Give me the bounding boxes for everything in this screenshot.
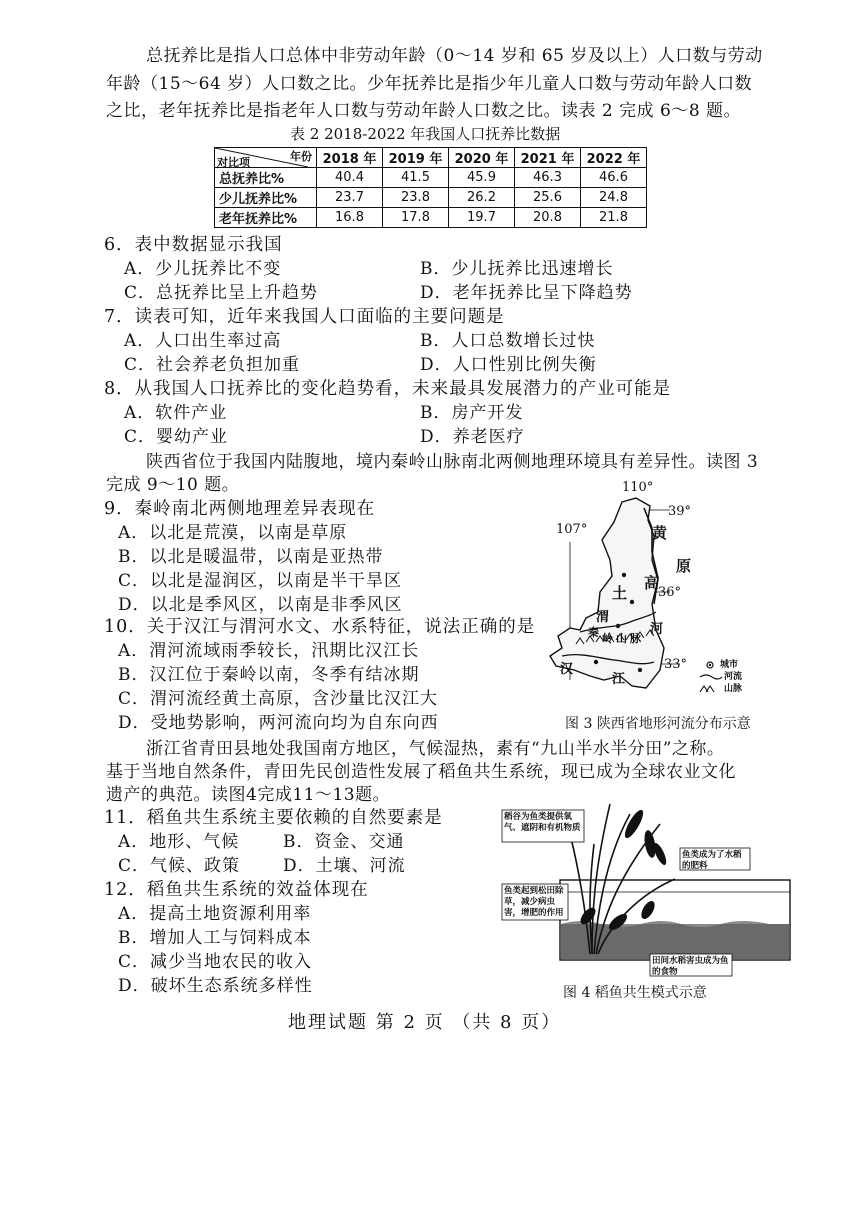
question-8-stem: 8．从我国人口抚养比的变化趋势看，未来最具发展潜力的产业可能是 (104, 379, 672, 399)
city-dot (616, 624, 620, 628)
row-label: 总抚养比% (215, 168, 317, 188)
label-huang: 黄 (652, 524, 668, 542)
question-11-option-b[interactable]: B．资金、交通 (283, 832, 405, 852)
label-shan: 山 (616, 632, 627, 645)
year-header: 2019 年 (383, 148, 449, 168)
label-wei: 渭 (596, 610, 610, 625)
table-cell: 20.8 (515, 208, 581, 228)
legend-mountain-label: 山脉 (724, 684, 743, 694)
legend-river-symbol (700, 675, 722, 679)
question-11-option-a[interactable]: A．地形、气候 (118, 832, 240, 852)
question-6-option-d[interactable]: D．老年抚养比呈下降趋势 (420, 283, 633, 303)
city-dot (638, 668, 642, 672)
intro3-line-3: 遗产的典范。读图4完成11～13题。 (106, 785, 391, 805)
table-header-row (215, 148, 647, 168)
intro3-line-1: 浙江省青田县地处我国南方地区，气候湿热，素有“九山半水半分田”之称。 (146, 739, 725, 759)
table-cell: 19.7 (449, 208, 515, 228)
table-cell: 23.7 (317, 188, 383, 208)
question-11-option-c[interactable]: C．气候、政策 (118, 856, 241, 876)
question-12-option-a[interactable]: A．提高土地资源利用率 (118, 904, 312, 924)
diagram-label-4: 田间水稻害虫成为鱼的食物 (652, 956, 729, 977)
question-9-stem: 9．秦岭南北两侧地理差异表现在 (104, 499, 376, 519)
label-ling: 岭 (602, 632, 613, 645)
question-11-stem: 11．稻鱼共生系统主要依赖的自然要素是 (104, 808, 443, 828)
city-dot (622, 573, 626, 577)
question-6-stem: 6．表中数据显示我国 (104, 235, 283, 255)
table-row (215, 168, 647, 188)
dependency-ratio-table (214, 147, 647, 228)
corner-year-label: 年份 (290, 150, 312, 163)
table-row (215, 208, 647, 228)
year-header: 2018 年 (317, 148, 383, 168)
rice-fish-diagram (500, 784, 800, 979)
intro2-line-2: 完成 9～10 题。 (106, 475, 240, 495)
question-8-option-c[interactable]: C．婴幼产业 (124, 427, 229, 447)
question-9-option-c[interactable]: C．以北是湿润区，以南是半干旱区 (118, 571, 403, 591)
table-cell: 46.6 (581, 168, 647, 188)
legend-mountain-symbol (700, 686, 714, 692)
question-11-option-d[interactable]: D．土壤、河流 (283, 856, 406, 876)
intro-line-2: 年龄（15～64 岁）人口数之比。少年抚养比是指少年儿童人口数与劳动年龄人口数 (106, 74, 753, 94)
question-12-option-c[interactable]: C．减少当地农民的收入 (118, 952, 313, 972)
label-107: 107° (556, 522, 588, 537)
table-cell: 23.8 (383, 188, 449, 208)
page-footer: 地理试题 第 2 页 （共 8 页） (288, 1012, 562, 1033)
year-header: 2021 年 (515, 148, 581, 168)
legend-city-label: 城市 (720, 660, 739, 670)
city-dot (594, 660, 598, 664)
figure-4-caption: 图 4 稻鱼共生模式示意 (563, 985, 707, 1001)
question-8-option-a[interactable]: A．软件产业 (124, 403, 228, 423)
table-cell: 16.8 (317, 208, 383, 228)
legend-river-label: 河流 (724, 672, 743, 682)
diagram-label-1: 稻谷为鱼类提供氧气、遮阴和有机物质 (504, 812, 581, 833)
table-cell: 40.4 (317, 168, 383, 188)
year-header: 2020 年 (449, 148, 515, 168)
label-110: 110° (622, 480, 654, 495)
question-9-option-d[interactable]: D．以北是季风区，以南是非季风区 (118, 595, 403, 615)
diagram-label-2: 鱼类成为了水稻的肥料 (682, 850, 742, 871)
intro2-line-1: 陕西省位于我国内陆腹地，境内秦岭山脉南北两侧地理环境具有差异性。读图 3 (146, 452, 759, 472)
label-33: 33° (664, 657, 688, 672)
question-10-stem: 10．关于汉江与渭河水文、水系特征，说法正确的是 (104, 617, 536, 637)
city-dot (630, 600, 634, 604)
question-7-option-c[interactable]: C．社会养老负担加重 (124, 355, 301, 375)
question-10-option-c[interactable]: C．渭河流经黄土高原，含沙量比汉江大 (118, 689, 439, 709)
intro-line-3: 之比，老年抚养比是指老年人口数与劳动年龄人口数之比。读表 2 完成 6～8 题。 (106, 101, 742, 121)
corner-item-label: 对比项 (217, 156, 250, 169)
label-mai: 脉 (630, 632, 641, 645)
question-8-option-d[interactable]: D．养老医疗 (420, 427, 525, 447)
question-9-option-a[interactable]: A．以北是荒漠，以南是草原 (118, 523, 348, 543)
table-cell: 26.2 (449, 188, 515, 208)
label-gao: 高 (644, 574, 660, 592)
shaanxi-map (540, 480, 780, 710)
label-qin: 秦 (588, 626, 599, 639)
question-10-option-b[interactable]: B．汉江位于秦岭以南，冬季有结冰期 (118, 665, 420, 685)
question-10-option-d[interactable]: D．受地势影响，两河流向均为自东向西 (118, 713, 439, 733)
figure-3-caption: 图 3 陕西省地形河流分布示意 (565, 716, 751, 732)
table-cell: 21.8 (581, 208, 647, 228)
year-header: 2022 年 (581, 148, 647, 168)
row-label: 少儿抚养比% (215, 188, 317, 208)
question-7-option-b[interactable]: B．人口总数增长过快 (420, 331, 596, 351)
label-36: 36° (658, 585, 682, 600)
question-7-option-a[interactable]: A．人口出生率过高 (124, 331, 282, 351)
question-8-option-b[interactable]: B．房产开发 (420, 403, 524, 423)
label-han: 汉 (560, 662, 574, 677)
label-39: 39° (668, 504, 692, 519)
table-cell: 45.9 (449, 168, 515, 188)
row-label: 老年抚养比% (215, 208, 317, 228)
question-7-stem: 7．读表可知，近年来我国人口面临的主要问题是 (104, 307, 505, 327)
question-12-option-b[interactable]: B．增加人工与饲料成本 (118, 928, 312, 948)
question-7-option-d[interactable]: D．人口性别比例失衡 (420, 355, 597, 375)
question-9-option-b[interactable]: B．以北是暖温带，以南是亚热带 (118, 547, 384, 567)
question-6-option-a[interactable]: A．少儿抚养比不变 (124, 259, 282, 279)
question-6-option-c[interactable]: C．总抚养比呈上升趋势 (124, 283, 319, 303)
question-12-option-d[interactable]: D．破坏生态系统多样性 (118, 976, 313, 996)
table-cell: 24.8 (581, 188, 647, 208)
label-jiang: 江 (612, 672, 626, 687)
table-row (215, 188, 647, 208)
question-12-stem: 12．稻鱼共生系统的效益体现在 (104, 880, 369, 900)
diagram-label-3: 鱼类起到松田除草，减少病虫害，增肥的作用 (504, 886, 564, 918)
table-cell: 25.6 (515, 188, 581, 208)
table-cell: 17.8 (383, 208, 449, 228)
label-yuan: 原 (676, 557, 692, 575)
table-corner-cell (215, 148, 317, 168)
label-tu: 土 (612, 584, 628, 602)
question-10-option-a[interactable]: A．渭河流域雨季较长，汛期比汉江长 (118, 641, 420, 661)
intro3-line-2: 基于当地自然条件，青田先民创造性发展了稻鱼共生系统，现已成为全球农业文化 (106, 762, 736, 782)
question-6-option-b[interactable]: B．少儿抚养比迅速增长 (420, 259, 614, 279)
table-cell: 41.5 (383, 168, 449, 188)
intro-line-1: 总抚养比是指人口总体中非劳动年龄（0～14 岁和 65 岁及以上）人口数与劳动 (146, 46, 763, 66)
table-caption: 表 2 2018-2022 年我国人口抚养比数据 (290, 125, 561, 143)
table-cell: 46.3 (515, 168, 581, 188)
label-he: 河 (650, 622, 664, 637)
